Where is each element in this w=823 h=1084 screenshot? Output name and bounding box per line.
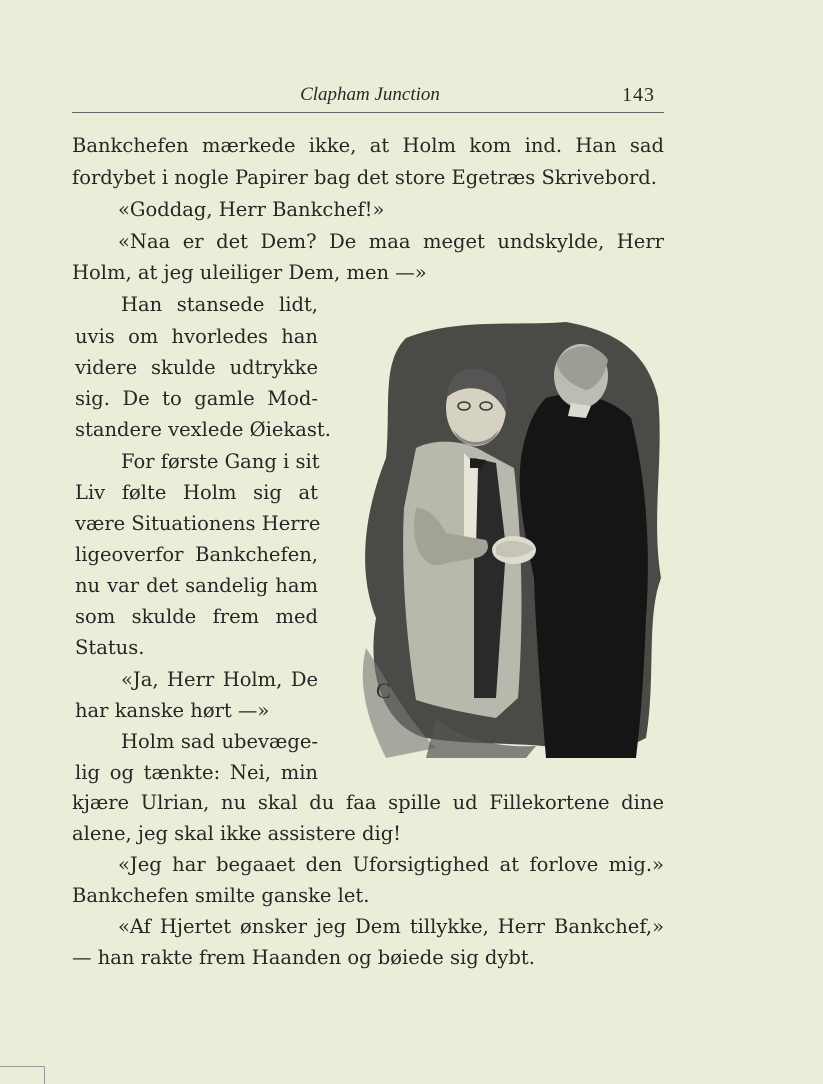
text-line: sig. De to gamle Mod- [75,387,318,410]
text-line: «Af Hjertet ønsker jeg Dem tillykke, Herr Bankchef,» [118,915,664,938]
text-line: Holm sad ubevæge- [121,730,318,753]
illustration-two-men-handshake [346,318,666,763]
text-line: videre skulde udtrykke [75,356,318,379]
scan-corner-mark [0,1066,45,1084]
text-line: Bankchefen mærkede ikke, at Holm kom ind. Han sad [72,134,664,157]
text-line: For første Gang i sit [121,450,320,473]
text-line: «Jeg har begaaet den Uforsigtighed at forlove mig.» [118,853,664,876]
text-line: være Situationens Herre [75,512,321,535]
text-line: nu var det sandelig ham [75,574,318,597]
text-line: Bankchefen smilte ganske let. [72,884,370,907]
text-line: Holm, at jeg uleiliger Dem, men —» [72,261,427,284]
page-number: 143 [622,84,655,106]
text-line: Han stansede lidt, [121,293,318,316]
text-line: som skulde frem med [75,605,318,628]
text-line: «Goddag, Herr Bankchef!» [118,198,385,221]
header-rule [72,112,664,113]
artist-signature: C [376,678,391,703]
text-line: standere vexlede Øiekast. [75,418,331,441]
text-line: alene, jeg skal ikke assistere dig! [72,822,402,845]
text-line: kjære Ulrian, nu skal du faa spille ud Fillekortene dine [72,791,664,814]
text-line: — han rakte frem Haanden og bøiede sig dybt. [72,946,535,969]
text-line: fordybet i nogle Papirer bag det store Egetræs Skrivebord. [72,166,657,189]
text-line: har kanske hørt —» [75,699,270,722]
text-line: «Naa er det Dem? De maa meget undskylde, Herr [118,230,664,253]
text-line: uvis om hvorledes han [75,325,318,348]
text-line: Status. [75,636,145,659]
text-line: lig og tænkte: Nei, min [75,761,318,784]
text-line: Liv følte Holm sig at [75,481,318,504]
text-line: «Ja, Herr Holm, De [121,668,318,691]
running-head-title: Clapham Junction [300,84,440,105]
text-line: ligeoverfor Bankchefen, [75,543,318,566]
